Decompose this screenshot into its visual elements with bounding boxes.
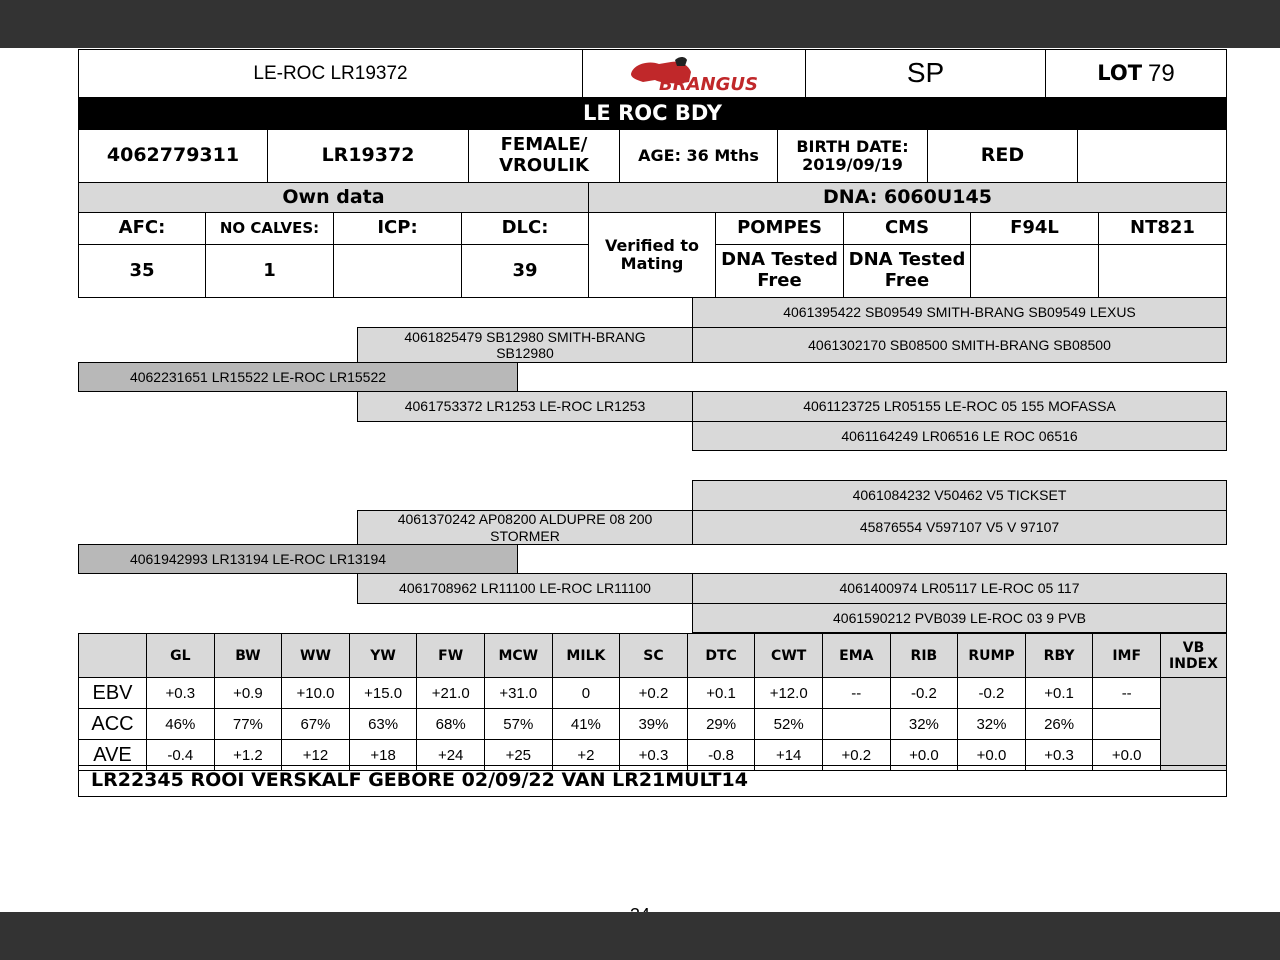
- ebv-cell: +12.0: [754, 677, 823, 709]
- ebv-cell: 32%: [957, 708, 1026, 740]
- svg-text:BRANGUS: BRANGUS: [659, 73, 758, 94]
- ebv-header-sc: SC: [619, 633, 688, 678]
- colour: RED: [927, 129, 1078, 183]
- ped-dam-sire-sire: 4061084232 V50462 V5 TICKSET: [692, 480, 1227, 511]
- ebv-cell: -0.8: [687, 739, 756, 771]
- ebv-header-dtc: DTC: [687, 633, 756, 678]
- ebv-cell: +18: [349, 739, 418, 771]
- ebv-header-yw: YW: [349, 633, 418, 678]
- ebv-row-label-ave: AVE: [78, 739, 147, 771]
- ped-dam-dam: 4061708962 LR11100 LE-ROC LR11100: [357, 573, 693, 604]
- pompes-label: POMPES: [715, 212, 844, 245]
- ebv-cell: +24: [416, 739, 485, 771]
- own-data-title: Own data: [78, 182, 589, 213]
- ebv-header-bw: BW: [214, 633, 283, 678]
- grade: SP: [805, 49, 1046, 98]
- ped-sire-dam-dam: 4061164249 LR06516 LE ROC 06516: [692, 421, 1227, 451]
- ebv-cell: 46%: [146, 708, 215, 740]
- ebv-header-ema: EMA: [822, 633, 891, 678]
- ebv-cell: +1.2: [214, 739, 283, 771]
- ebv-cell: +0.2: [619, 677, 688, 709]
- nt821-label: NT821: [1098, 212, 1227, 245]
- ped-sire-dam-sire: 4061123725 LR05155 LE-ROC 05 155 MOFASSA: [692, 391, 1227, 422]
- ebv-cell: 68%: [416, 708, 485, 740]
- ebv-cell: 67%: [281, 708, 350, 740]
- ebv-header-milk: MILK: [552, 633, 621, 678]
- ped-dam-sire: 4061370242 AP08200 ALDUPRE 08 200 STORMER: [357, 510, 693, 545]
- sex: FEMALE/ VROULIK: [468, 129, 620, 183]
- ebv-cell: +12: [281, 739, 350, 771]
- ped-dam-sire-dam: 45876554 V597107 V5 V 97107: [692, 510, 1227, 545]
- ebv-cell: +0.3: [1025, 739, 1094, 771]
- ped-sire: 4062231651 LR15522 LE-ROC LR15522: [78, 362, 518, 392]
- ebv-header-rump: RUMP: [957, 633, 1026, 678]
- ebv-cell: +25: [484, 739, 553, 771]
- ebv-row-label-ebv: EBV: [78, 677, 147, 709]
- calves-label: NO CALVES:: [205, 212, 334, 245]
- ebv-cell: [822, 708, 891, 740]
- ebv-header-ww: WW: [281, 633, 350, 678]
- verified-to-mating: Verified to Mating: [588, 212, 716, 298]
- cms-value: DNA Tested Free: [843, 244, 971, 298]
- ebv-cell: +10.0: [281, 677, 350, 709]
- ebv-cell: +15.0: [349, 677, 418, 709]
- ebv-header-cwt: CWT: [754, 633, 823, 678]
- ebv-cell: 26%: [1025, 708, 1094, 740]
- ebv-cell: +0.0: [890, 739, 959, 771]
- ebv-cell: +0.0: [957, 739, 1026, 771]
- f94l-label: F94L: [970, 212, 1099, 245]
- ebv-cell: -0.2: [890, 677, 959, 709]
- ebv-cell: +0.1: [687, 677, 756, 709]
- ebv-header-vb-index: VB INDEX: [1160, 633, 1227, 678]
- dlc-value: 39: [461, 244, 589, 298]
- ebv-header-fw: FW: [416, 633, 485, 678]
- ebv-cell: +0.2: [822, 739, 891, 771]
- ebv-cell: 41%: [552, 708, 621, 740]
- ped-dam-dam-sire: 4061400974 LR05117 LE-ROC 05 117: [692, 573, 1227, 604]
- ebv-cell: +31.0: [484, 677, 553, 709]
- ebv-header-imf: IMF: [1092, 633, 1161, 678]
- brangus-logo: [619, 54, 769, 94]
- animal-ref: LE-ROC LR19372: [78, 49, 583, 98]
- top-bar: [0, 0, 1280, 48]
- calves-value: 1: [205, 244, 334, 298]
- lot-number: 79: [1148, 59, 1175, 87]
- id-extra: [1077, 129, 1227, 183]
- ebv-cell: 39%: [619, 708, 688, 740]
- f94l-value: [970, 244, 1099, 298]
- afc-value: 35: [78, 244, 206, 298]
- ebv-header-rib: RIB: [890, 633, 959, 678]
- ebv-cell: --: [1092, 677, 1161, 709]
- ebv-header-rby: RBY: [1025, 633, 1094, 678]
- birth-date-cell: [777, 129, 928, 183]
- ebv-cell: 63%: [349, 708, 418, 740]
- ebv-cell: 77%: [214, 708, 283, 740]
- ebv-cell: +21.0: [416, 677, 485, 709]
- cms-label: CMS: [843, 212, 971, 245]
- lot-label: LOT: [1097, 61, 1143, 86]
- icp-label: ICP:: [333, 212, 462, 245]
- ebv-cell: 32%: [890, 708, 959, 740]
- lot-cell: [1045, 49, 1227, 98]
- dna-title: DNA: 6060U145: [588, 182, 1227, 213]
- ped-sire-sire: 4061825479 SB12980 SMITH-BRANG SB12980: [357, 327, 693, 363]
- ebv-cell: +0.1: [1025, 677, 1094, 709]
- ebv-corner: [78, 633, 147, 678]
- ebv-cell: +0.3: [619, 739, 688, 771]
- footer-note: LR22345 ROOI VERSKALF GEBORE 02/09/22 VAN LR21MULT14: [78, 765, 1227, 797]
- tag: LR19372: [267, 129, 469, 183]
- bottom-bar: [0, 912, 1280, 960]
- afc-label: AFC:: [78, 212, 206, 245]
- ebv-cell: +0.9: [214, 677, 283, 709]
- ebv-header-mcw: MCW: [484, 633, 553, 678]
- ped-dam-dam-dam: 4061590212 PVB039 LE-ROC 03 9 PVB: [692, 603, 1227, 633]
- birth-date-label: BIRTH DATE:: [796, 136, 909, 156]
- ebv-cell: -0.4: [146, 739, 215, 771]
- animal-name: LE ROC BDY: [78, 97, 1227, 130]
- ebv-header-gl: GL: [146, 633, 215, 678]
- ped-dam: 4061942993 LR13194 LE-ROC LR13194: [78, 544, 518, 574]
- vb-index-value: [1160, 677, 1227, 771]
- reg-number: 4062779311: [78, 129, 268, 183]
- ebv-cell: 52%: [754, 708, 823, 740]
- ped-sire-sire-sire: 4061395422 SB09549 SMITH-BRANG SB09549 LEXUS: [692, 297, 1227, 328]
- ebv-cell: +0.0: [1092, 739, 1161, 771]
- ebv-cell: -0.2: [957, 677, 1026, 709]
- nt821-value: [1098, 244, 1227, 298]
- ebv-cell: --: [822, 677, 891, 709]
- ebv-cell: 0: [552, 677, 621, 709]
- age: AGE: 36 Mths: [619, 129, 778, 183]
- ped-sire-dam: 4061753372 LR1253 LE-ROC LR1253: [357, 391, 693, 422]
- ebv-cell: 29%: [687, 708, 756, 740]
- ebv-cell: +0.3: [146, 677, 215, 709]
- pompes-value: DNA Tested Free: [715, 244, 844, 298]
- dlc-label: DLC:: [461, 212, 589, 245]
- ped-sire-sire-dam: 4061302170 SB08500 SMITH-BRANG SB08500: [692, 327, 1227, 363]
- ebv-cell: 57%: [484, 708, 553, 740]
- icp-value: [333, 244, 462, 298]
- ebv-cell: +2: [552, 739, 621, 771]
- birth-date: 2019/09/19: [802, 155, 903, 174]
- ebv-cell: [1092, 708, 1161, 740]
- logo-cell: [582, 49, 806, 98]
- ebv-row-label-acc: ACC: [78, 708, 147, 740]
- ebv-cell: +14: [754, 739, 823, 771]
